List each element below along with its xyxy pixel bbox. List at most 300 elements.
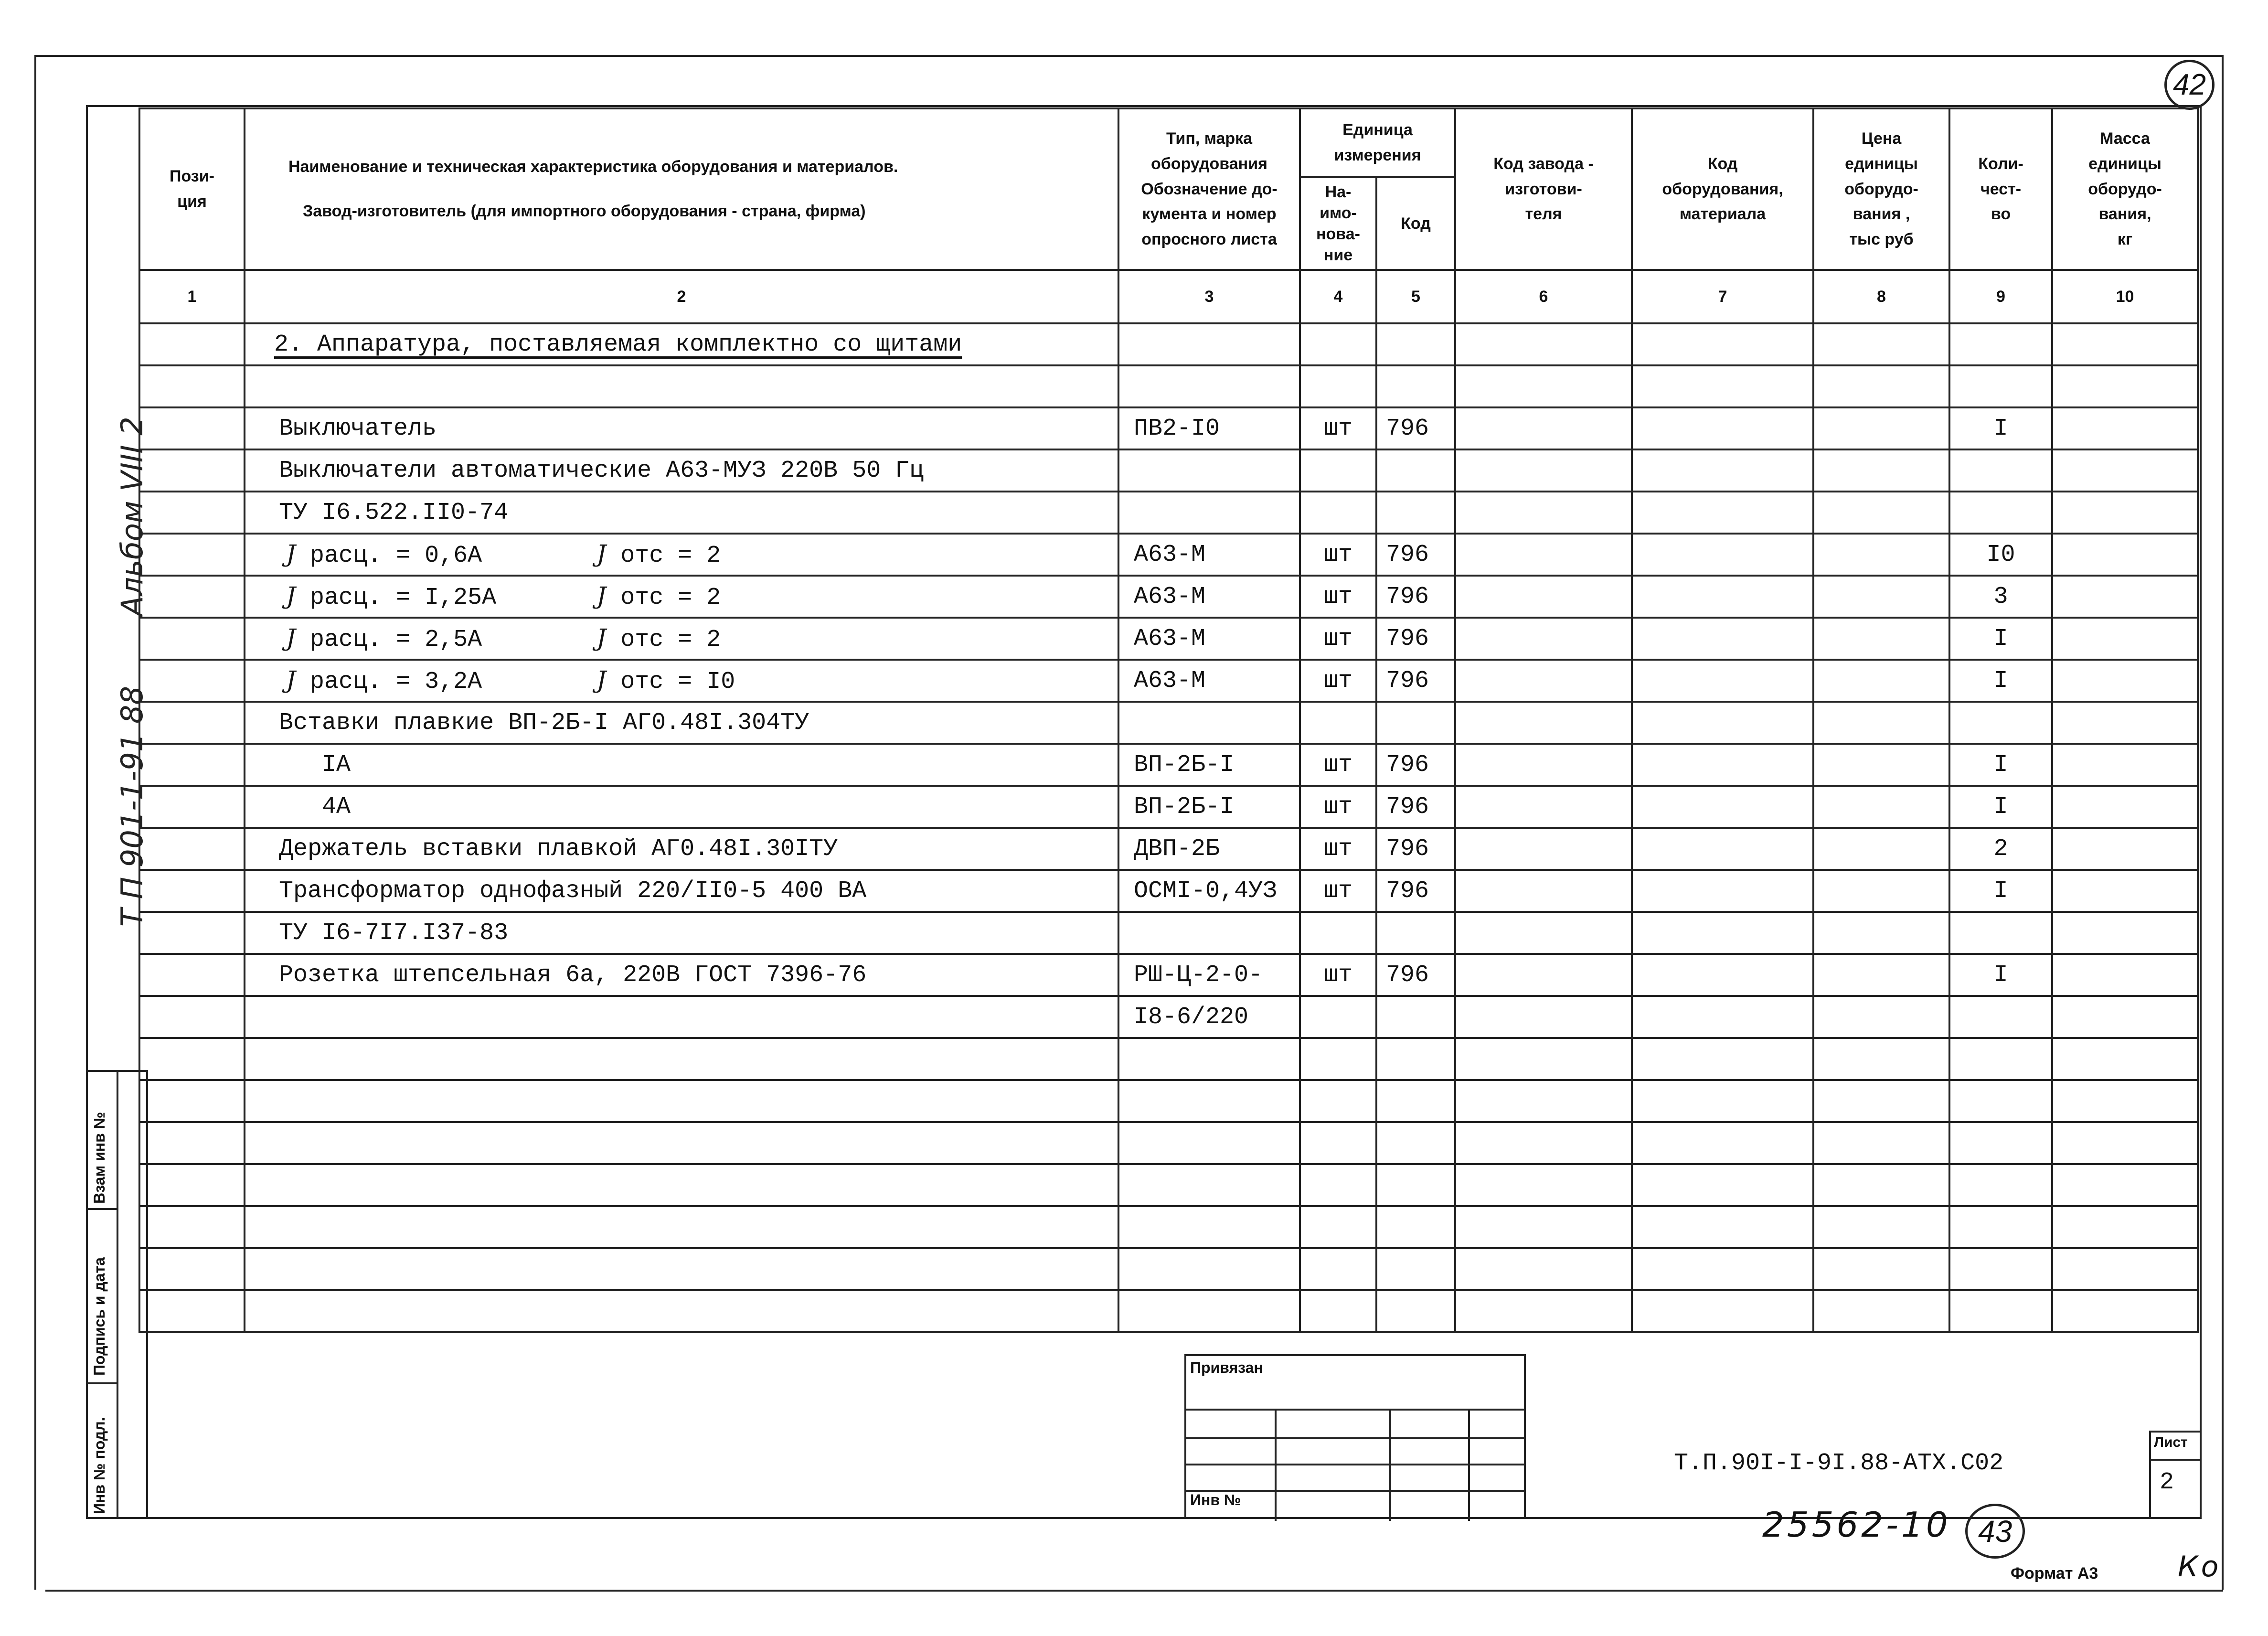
cell-equipment-code — [1632, 449, 1813, 492]
cell-type: ВП-2Б-I — [1118, 786, 1300, 828]
cell-mass — [2052, 870, 2198, 912]
table-row — [139, 534, 2198, 576]
cell-position — [139, 744, 245, 786]
cell-type — [1118, 702, 1300, 744]
cell-unit-code — [1376, 702, 1455, 744]
cell-price — [1813, 996, 1949, 1038]
table-row — [139, 492, 2198, 534]
cell-price — [1813, 744, 1949, 786]
cell-unit: шт — [1300, 576, 1376, 618]
cell-type: А63-М — [1118, 618, 1300, 660]
cell-quantity — [1949, 449, 2052, 492]
cell-type: I8-6/220 — [1118, 996, 1300, 1038]
cell-position — [139, 1248, 245, 1290]
cell-unit-code: 796 — [1376, 954, 1455, 996]
cell-type: ДВП-2Б — [1118, 828, 1300, 870]
cell-type — [1118, 1164, 1300, 1206]
cell-name: IА — [245, 744, 1118, 786]
cell-quantity: I — [1949, 744, 2052, 786]
cell-name: Выключатель — [245, 407, 1118, 449]
cell-quantity — [1949, 1038, 2052, 1080]
cell-unit-code — [1376, 365, 1455, 407]
header-unit: Единица измерения — [1300, 108, 1455, 177]
cell-unit-code — [1376, 996, 1455, 1038]
cell-unit — [1300, 1122, 1376, 1164]
cell-equipment-code — [1632, 744, 1813, 786]
cell-quantity — [1949, 1206, 2052, 1248]
cell-unit-code — [1376, 1290, 1455, 1332]
cell-plant-code — [1455, 365, 1632, 407]
cell-unit: шт — [1300, 534, 1376, 576]
cell-equipment-code — [1632, 1122, 1813, 1164]
cell-unit — [1300, 1206, 1376, 1248]
archive-number: 25562-10 — [1762, 1505, 1951, 1545]
cell-equipment-code — [1632, 576, 1813, 618]
cell-equipment-code — [1632, 828, 1813, 870]
cell-mass — [2052, 534, 2198, 576]
col-number: 8 — [1813, 270, 1949, 323]
cell-unit: шт — [1300, 660, 1376, 702]
cell-type: РШ-Ц-2-0- — [1118, 954, 1300, 996]
cell-unit — [1300, 449, 1376, 492]
cell-plant-code — [1455, 1038, 1632, 1080]
cutoff-ratio: отс = I0 — [606, 668, 735, 695]
cell-position — [139, 786, 245, 828]
cell-quantity: 2 — [1949, 828, 2052, 870]
cell-price — [1813, 449, 1949, 492]
cell-price — [1813, 1122, 1949, 1164]
cell-unit — [1300, 1248, 1376, 1290]
col-number: 5 — [1376, 270, 1455, 323]
cell-mass — [2052, 1080, 2198, 1122]
table-row — [139, 870, 2198, 912]
sheet-number: 2 — [2160, 1469, 2174, 1496]
cell-type — [1118, 1290, 1300, 1332]
cell-price — [1813, 1038, 1949, 1080]
rated-current: расц. = 0,6А — [296, 542, 597, 569]
cell-unit-code: 796 — [1376, 576, 1455, 618]
col-number: 9 — [1949, 270, 2052, 323]
cell-price — [1813, 1206, 1949, 1248]
cell-mass — [2052, 996, 2198, 1038]
header-type: Тип, марка оборудования Обозначение до- кумента и номер опросного листа — [1118, 108, 1300, 270]
cell-plant-code — [1455, 407, 1632, 449]
cell-position — [139, 1290, 245, 1332]
cell-name — [245, 1164, 1118, 1206]
cell-plant-code — [1455, 576, 1632, 618]
cell-equipment-code — [1632, 1038, 1813, 1080]
cell-name — [245, 1248, 1118, 1290]
cell-plant-code — [1455, 660, 1632, 702]
table-row — [139, 660, 2198, 702]
cell-price — [1813, 1290, 1949, 1332]
cell-mass — [2052, 1290, 2198, 1332]
cell-equipment-code — [1632, 407, 1813, 449]
cell-plant-code — [1455, 1164, 1632, 1206]
current-symbol: J — [286, 540, 296, 567]
cell-unit-code — [1376, 912, 1455, 954]
cell-position — [139, 660, 245, 702]
table-row — [139, 576, 2198, 618]
cell-position — [139, 1206, 245, 1248]
cell-price — [1813, 870, 1949, 912]
cell-quantity: I0 — [1949, 534, 2052, 576]
header-mass: Масса единицы оборудо- вания, кг — [2052, 108, 2198, 270]
cell-equipment-code — [1632, 534, 1813, 576]
cell-equipment-code — [1632, 702, 1813, 744]
cell-mass — [2052, 702, 2198, 744]
col-number: 2 — [245, 270, 1118, 323]
cell-position — [139, 365, 245, 407]
cell-position — [139, 449, 245, 492]
cell-unit: шт — [1300, 407, 1376, 449]
cell-equipment-code — [1632, 954, 1813, 996]
cell-quantity: I — [1949, 954, 2052, 996]
cell-type — [1118, 492, 1300, 534]
table-row — [139, 1122, 2198, 1164]
cutoff-ratio: отс = 2 — [606, 542, 721, 569]
cutoff-ratio: отс = 2 — [606, 626, 721, 653]
cell-position — [139, 828, 245, 870]
cell-plant-code — [1455, 996, 1632, 1038]
cell-mass — [2052, 576, 2198, 618]
cell-unit-code — [1376, 1206, 1455, 1248]
current-symbol: J — [596, 582, 607, 609]
cell-plant-code — [1455, 1248, 1632, 1290]
cell-position — [139, 1038, 245, 1080]
project-label: Т П 901-1-91 88 — [115, 686, 149, 927]
header-plant-code: Код завода - изготови- теля — [1455, 108, 1632, 270]
cutoff-ratio: отс = 2 — [606, 584, 721, 611]
cell-position — [139, 996, 245, 1038]
cell-unit: шт — [1300, 870, 1376, 912]
cell-mass — [2052, 660, 2198, 702]
cell-price — [1813, 576, 1949, 618]
page-circle-number: 43 — [1965, 1504, 2025, 1559]
cell-type — [1118, 1206, 1300, 1248]
cell-quantity — [1949, 702, 2052, 744]
cell-equipment-code — [1632, 1248, 1813, 1290]
initials-signature: Ко — [2178, 1550, 2222, 1583]
cell-position — [139, 870, 245, 912]
cell-equipment-code — [1632, 996, 1813, 1038]
cell-plant-code — [1455, 534, 1632, 576]
cell-price — [1813, 954, 1949, 996]
cell-name — [245, 534, 1118, 576]
header-name — [245, 108, 1118, 270]
cell-name — [245, 660, 1118, 702]
cell-unit — [1300, 996, 1376, 1038]
cell-mass — [2052, 449, 2198, 492]
cell-unit: шт — [1300, 954, 1376, 996]
header-name-line1: Наименование и техническая характеристика оборудования и материалов. — [288, 158, 898, 176]
cell-type — [1118, 912, 1300, 954]
cell-quantity: I — [1949, 618, 2052, 660]
cell-price — [1813, 828, 1949, 870]
cell-mass — [2052, 618, 2198, 660]
format-label: Формат А3 — [2011, 1564, 2098, 1583]
cell-plant-code — [1455, 702, 1632, 744]
current-symbol: J — [286, 624, 296, 652]
cell-unit-code: 796 — [1376, 534, 1455, 576]
col-number: 7 — [1632, 270, 1813, 323]
cell-plant-code — [1455, 1290, 1632, 1332]
cell-type — [1118, 449, 1300, 492]
cell-unit-code: 796 — [1376, 618, 1455, 660]
cell-price — [1813, 407, 1949, 449]
cell-plant-code — [1455, 1206, 1632, 1248]
cell-position — [139, 702, 245, 744]
cell-mass — [2052, 492, 2198, 534]
cell-unit: шт — [1300, 618, 1376, 660]
cell-mass — [2052, 407, 2198, 449]
cell-mass — [2052, 365, 2198, 407]
cell-equipment-code — [1632, 365, 1813, 407]
cell-price — [1813, 786, 1949, 828]
section-title: 2. Аппаратура, поставляемая комплектно со щитами — [245, 323, 1118, 365]
cell-price — [1813, 1248, 1949, 1290]
cell-unit-code: 796 — [1376, 828, 1455, 870]
cell-unit — [1300, 1290, 1376, 1332]
cell-quantity — [1949, 1122, 2052, 1164]
cell-unit-code: 796 — [1376, 744, 1455, 786]
cell-equipment-code — [1632, 618, 1813, 660]
cell-name — [245, 996, 1118, 1038]
right-outer-line — [2222, 55, 2224, 1590]
table-row — [139, 1206, 2198, 1248]
table-row — [139, 1080, 2198, 1122]
table-row — [139, 1290, 2198, 1332]
rated-current: расц. = I,25А — [296, 584, 597, 611]
cell-name: Держатель вставки плавкой АГ0.48I.30IТУ — [245, 828, 1118, 870]
cell-position — [139, 618, 245, 660]
cell-position — [139, 1164, 245, 1206]
cell-type — [1118, 1122, 1300, 1164]
cell-equipment-code — [1632, 1206, 1813, 1248]
cell-name: Выключатели автоматические А63-МУЗ 220В 50 Гц — [245, 449, 1118, 492]
cell-plant-code — [1455, 744, 1632, 786]
table-row — [139, 1038, 2198, 1080]
cell-quantity — [1949, 1290, 2052, 1332]
col-number: 4 — [1300, 270, 1376, 323]
cell-price — [1813, 660, 1949, 702]
cell-type: ОСМI-0,4УЗ — [1118, 870, 1300, 912]
cell-mass — [2052, 1248, 2198, 1290]
cell-mass — [2052, 828, 2198, 870]
cell-name — [245, 1122, 1118, 1164]
current-symbol: J — [596, 624, 607, 652]
table-row — [139, 1248, 2198, 1290]
cell-unit — [1300, 492, 1376, 534]
rated-current: расц. = 3,2А — [296, 668, 597, 695]
cell-name — [245, 576, 1118, 618]
cell-quantity — [1949, 1164, 2052, 1206]
cell-unit-code — [1376, 1248, 1455, 1290]
cell-equipment-code — [1632, 1290, 1813, 1332]
cell-type — [1118, 1038, 1300, 1080]
cell-unit-code — [1376, 1122, 1455, 1164]
cell-equipment-code — [1632, 1164, 1813, 1206]
cell-quantity: 3 — [1949, 576, 2052, 618]
current-symbol: J — [596, 666, 607, 694]
cell-quantity — [1949, 912, 2052, 954]
cell-unit: шт — [1300, 828, 1376, 870]
bottom-line — [45, 1590, 2223, 1592]
cell-equipment-code — [1632, 492, 1813, 534]
cell-type: А63-М — [1118, 660, 1300, 702]
cell-mass — [2052, 912, 2198, 954]
cell-equipment-code — [1632, 786, 1813, 828]
cell-type — [1118, 365, 1300, 407]
cell-name — [245, 618, 1118, 660]
header-quantity: Коли- чест- во — [1949, 108, 2052, 270]
cell-quantity — [1949, 492, 2052, 534]
cell-quantity — [1949, 365, 2052, 407]
cell-plant-code — [1455, 449, 1632, 492]
cell-price — [1813, 702, 1949, 744]
cell-mass — [2052, 954, 2198, 996]
cell-quantity: I — [1949, 407, 2052, 449]
cell-unit-code — [1376, 492, 1455, 534]
cell-plant-code — [1455, 954, 1632, 996]
cell-position — [139, 534, 245, 576]
cell-mass — [2052, 1122, 2198, 1164]
header-unit-code: Код — [1376, 177, 1455, 270]
col-number: 6 — [1455, 270, 1632, 323]
cell-name: Трансформатор однофазный 220/II0-5 400 ВА — [245, 870, 1118, 912]
cell-price — [1813, 618, 1949, 660]
cell-position — [139, 912, 245, 954]
cell-unit-code — [1376, 449, 1455, 492]
left-outer-line — [34, 55, 36, 1590]
cell-unit-code — [1376, 1164, 1455, 1206]
cell-unit: шт — [1300, 786, 1376, 828]
cell-unit — [1300, 702, 1376, 744]
cell-price — [1813, 1164, 1949, 1206]
table-row — [139, 1164, 2198, 1206]
cell-plant-code — [1455, 828, 1632, 870]
cell-unit: шт — [1300, 744, 1376, 786]
cell-type: А63-М — [1118, 576, 1300, 618]
cell-unit-code — [1376, 1080, 1455, 1122]
col-number: 10 — [2052, 270, 2198, 323]
header-position: Пози- ция — [139, 108, 245, 270]
header-unit-name: На- имо- нова- ние — [1300, 177, 1376, 270]
cell-plant-code — [1455, 1080, 1632, 1122]
cell-unit — [1300, 365, 1376, 407]
cell-name: Вставки плавкие ВП-2Б-I АГ0.48I.304ТУ — [245, 702, 1118, 744]
current-symbol: J — [286, 666, 296, 694]
cell-type — [1118, 1248, 1300, 1290]
cell-mass — [2052, 786, 2198, 828]
cell-name — [245, 1038, 1118, 1080]
cell-type: А63-М — [1118, 534, 1300, 576]
cell-unit — [1300, 1080, 1376, 1122]
cell-unit-code — [1376, 1038, 1455, 1080]
cell-plant-code — [1455, 492, 1632, 534]
cell-plant-code — [1455, 618, 1632, 660]
document-code: Т.П.90I-I-9I.88-АТХ.С02 — [1674, 1450, 2004, 1477]
cell-position — [139, 954, 245, 996]
cell-name: ТУ I6.522.II0-74 — [245, 492, 1118, 534]
cell-quantity — [1949, 996, 2052, 1038]
cell-position — [139, 1122, 245, 1164]
table-row — [139, 744, 2198, 786]
table-row — [139, 323, 2198, 365]
cell-unit — [1300, 912, 1376, 954]
cell-equipment-code — [1632, 870, 1813, 912]
cell-price — [1813, 534, 1949, 576]
specification-table — [138, 107, 2199, 1333]
rated-current: расц. = 2,5А — [296, 626, 597, 653]
header-price: Цена единицы оборудо- вания , тыс руб — [1813, 108, 1949, 270]
table-row — [139, 407, 2198, 449]
cell-mass — [2052, 1164, 2198, 1206]
cell-position — [139, 1080, 245, 1122]
privyazan-label: Привязан — [1190, 1359, 1263, 1376]
table-row — [139, 702, 2198, 744]
inv-replace-label: Взам инв № — [91, 1112, 108, 1204]
sheet-number-circle-top: 42 — [2164, 60, 2215, 110]
cell-quantity: I — [1949, 660, 2052, 702]
cell-position — [139, 492, 245, 534]
cell-quantity — [1949, 1080, 2052, 1122]
cell-name — [245, 1206, 1118, 1248]
cell-mass — [2052, 744, 2198, 786]
table-row — [139, 996, 2198, 1038]
cell-equipment-code — [1632, 912, 1813, 954]
cell-name: Розетка штепсельная 6а, 220В ГОСТ 7396-76 — [245, 954, 1118, 996]
sheet-label: Лист — [2154, 1434, 2188, 1450]
table-row — [139, 954, 2198, 996]
cell-price — [1813, 1080, 1949, 1122]
cell-unit-code: 796 — [1376, 660, 1455, 702]
current-symbol: J — [286, 582, 296, 609]
cell-quantity: I — [1949, 786, 2052, 828]
table-row — [139, 786, 2198, 828]
cell-name — [245, 365, 1118, 407]
inv-number-label: Инв № — [1190, 1491, 1241, 1508]
table-row — [139, 828, 2198, 870]
col-number: 1 — [139, 270, 245, 323]
cell-plant-code — [1455, 870, 1632, 912]
table-row — [139, 365, 2198, 407]
sign-date-label: Подпись и дата — [91, 1257, 108, 1376]
header-equipment-code: Код оборудования, материала — [1632, 108, 1813, 270]
inv-original-label: Инв № подл. — [91, 1417, 108, 1514]
cell-name — [245, 1080, 1118, 1122]
cell-type: ПВ2-I0 — [1118, 407, 1300, 449]
cell-unit-code: 796 — [1376, 786, 1455, 828]
cell-unit-code: 796 — [1376, 407, 1455, 449]
cell-type — [1118, 1080, 1300, 1122]
cell-unit — [1300, 1038, 1376, 1080]
cell-position — [139, 576, 245, 618]
cell-mass — [2052, 1038, 2198, 1080]
cell-quantity — [1949, 1248, 2052, 1290]
cell-plant-code — [1455, 1122, 1632, 1164]
cell-name — [245, 1290, 1118, 1332]
cell-type: ВП-2Б-I — [1118, 744, 1300, 786]
cell-plant-code — [1455, 912, 1632, 954]
cell-name: ТУ I6-7I7.I37-83 — [245, 912, 1118, 954]
cell-plant-code — [1455, 786, 1632, 828]
table-row — [139, 618, 2198, 660]
cell-price — [1813, 492, 1949, 534]
current-symbol: J — [596, 540, 607, 567]
cell-price — [1813, 365, 1949, 407]
cell-equipment-code — [1632, 660, 1813, 702]
